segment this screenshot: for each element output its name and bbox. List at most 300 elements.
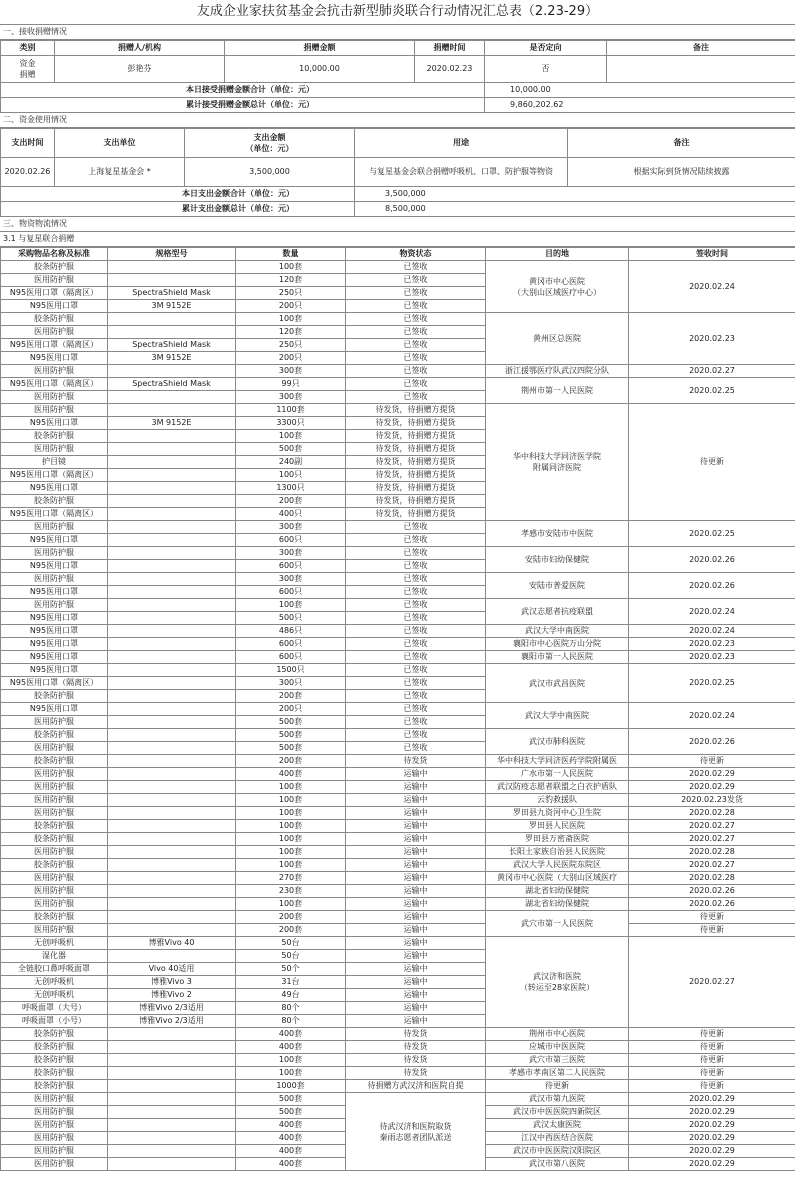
destination: 武汉大学中南医院 [486,625,629,638]
item-name: 胶条防护服 [1,859,108,872]
sign-time: 2020.02.29 [629,768,795,781]
item-name: 胶条防护服 [1,1028,108,1041]
item-quantity: 200套 [236,690,346,703]
item-spec [108,391,236,404]
item-quantity: 120套 [236,274,346,287]
spending-row [1,158,795,187]
destination: 黄州区总医院 [486,313,629,365]
sign-time: 2020.02.28 [629,846,795,859]
table-row [1,911,795,924]
destination: 武汉大学人民医院东院区 [486,859,629,872]
item-status: 运输中 [346,768,486,781]
item-quantity: 200套 [236,911,346,924]
table-row [1,404,795,417]
item-quantity: 200只 [236,352,346,365]
item-status: 运输中 [346,937,486,950]
table-row [1,365,795,378]
sign-time: 2020.02.26 [629,885,795,898]
table-row [1,313,795,326]
item-spec [108,599,236,612]
item-name: 医用防护服 [1,404,108,417]
item-name: 胶条防护服 [1,495,108,508]
item-quantity: 600只 [236,586,346,599]
item-quantity: 400套 [236,1145,346,1158]
item-spec [108,638,236,651]
item-name: 医用防护服 [1,365,108,378]
spending-today-row [1,187,795,202]
sign-time: 待更新 [629,1080,795,1093]
sign-time: 2020.02.29 [629,1158,795,1171]
item-quantity: 100套 [236,807,346,820]
item-spec: 博雅Vivo 3 [108,976,236,989]
table-row [1,833,795,846]
donation-today-row [1,83,795,98]
item-status: 已签收 [346,339,486,352]
sign-time: 待更新 [629,1041,795,1054]
donation-row [1,56,795,83]
item-quantity: 500套 [236,742,346,755]
destination: 襄阳市第一人民医院 [486,651,629,664]
item-quantity: 200只 [236,300,346,313]
item-spec [108,521,236,534]
item-name: N95医用口罩（隔离区） [1,508,108,521]
table-row [1,794,795,807]
item-name: 医用防护服 [1,573,108,586]
item-quantity: 120套 [236,326,346,339]
item-status: 运输中 [346,820,486,833]
item-name: 呼吸面罩（大号） [1,1002,108,1015]
item-status: 待发货，待捐赠方提货 [346,456,486,469]
table-row [1,1041,795,1054]
item-name: 医用防护服 [1,1158,108,1171]
item-name: 胶条防护服 [1,1067,108,1080]
table-row [1,599,795,612]
item-quantity: 100套 [236,261,346,274]
item-status: 待发货，待捐赠方提货 [346,469,486,482]
item-spec [108,820,236,833]
item-quantity: 200套 [236,924,346,937]
sign-time: 待更新 [629,1054,795,1067]
item-spec: 3M 9152E [108,417,236,430]
table-row [1,898,795,911]
sign-time: 2020.02.24 [629,599,795,625]
item-name: 医用防护服 [1,846,108,859]
item-quantity: 500套 [236,1106,346,1119]
table-row [1,820,795,833]
sign-time: 待更新 [629,755,795,768]
item-quantity: 100套 [236,846,346,859]
item-status: 待发货 [346,1028,486,1041]
table-row [1,625,795,638]
sign-time: 2020.02.25 [629,664,795,703]
spending-table [0,128,795,217]
item-spec [108,664,236,677]
sign-time: 待更新 [629,1028,795,1041]
item-quantity: 80个 [236,1002,346,1015]
item-spec [108,1093,236,1106]
item-status: 已签收 [346,651,486,664]
item-status: 已签收 [346,391,486,404]
col-header: 目的地 [486,248,629,261]
item-spec [108,651,236,664]
table-row [1,378,795,391]
donation-category: 资金 捐赠 [1,56,55,83]
item-quantity: 100套 [236,820,346,833]
item-status: 运输中 [346,924,486,937]
sign-time: 待更新 [629,924,795,937]
item-name: 医用防护服 [1,1106,108,1119]
item-status: 待发货，待捐赠方提货 [346,508,486,521]
item-quantity: 300套 [236,391,346,404]
item-status-merged: 待武汉济和医院取货 秦雨志愿者团队派送 [346,1093,486,1171]
item-spec [108,495,236,508]
item-quantity: 100套 [236,599,346,612]
item-spec [108,859,236,872]
sign-time: 2020.02.26 [629,729,795,755]
item-name: N95医用口罩（隔离区） [1,677,108,690]
item-quantity: 230套 [236,885,346,898]
item-quantity: 400套 [236,1132,346,1145]
item-name: 医用防护服 [1,547,108,560]
table-row [1,781,795,794]
item-spec [108,443,236,456]
item-spec: SpectraShield Mask [108,339,236,352]
item-spec [108,677,236,690]
destination: 武汉市第八医院 [486,1158,629,1171]
item-spec [108,911,236,924]
col-header: 备注 [607,41,795,56]
item-name: N95医用口罩 [1,703,108,716]
destination: 荆州市中心医院 [486,1028,629,1041]
item-quantity: 300套 [236,547,346,560]
item-name: 湿化器 [1,950,108,963]
donation-donor: 彭艳芬 [55,56,225,83]
destination: 罗田县九资河中心卫生院 [486,807,629,820]
item-spec [108,872,236,885]
item-spec: 3M 9152E [108,352,236,365]
table-row [1,547,795,560]
spending-total-value: 8,500,000 [355,202,795,217]
item-status: 运输中 [346,781,486,794]
item-status: 运输中 [346,989,486,1002]
item-name: 医用防护服 [1,742,108,755]
item-spec [108,1067,236,1080]
item-status: 待发货 [346,1067,486,1080]
destination: 应城市中医医院 [486,1041,629,1054]
item-status: 已签收 [346,313,486,326]
item-status: 运输中 [346,963,486,976]
donation-today-label: 本日接受捐赠金额合计（单位：元） [1,83,485,98]
item-quantity: 400套 [236,768,346,781]
item-quantity: 486只 [236,625,346,638]
item-status: 已签收 [346,573,486,586]
item-quantity: 240副 [236,456,346,469]
item-quantity: 500套 [236,716,346,729]
item-quantity: 300套 [236,365,346,378]
item-quantity: 1100套 [236,404,346,417]
sign-time: 2020.02.28 [629,807,795,820]
item-quantity: 400套 [236,1041,346,1054]
item-name: 无创呼吸机 [1,989,108,1002]
table-row [1,872,795,885]
table-row [1,859,795,872]
item-status: 待发货，待捐赠方提货 [346,443,486,456]
item-status: 已签收 [346,261,486,274]
item-name: N95医用口罩（隔离区） [1,339,108,352]
item-status: 已签收 [346,677,486,690]
destination: 武汉防疫志愿者联盟之白衣护盾队 [486,781,629,794]
item-spec: 博雅Vivo 40 [108,937,236,950]
logistics-header-row [1,248,795,261]
item-quantity: 100套 [236,1054,346,1067]
item-status: 已签收 [346,326,486,339]
sign-time: 2020.02.26 [629,547,795,573]
item-status: 待发货，待捐赠方提货 [346,404,486,417]
table-row [1,1028,795,1041]
item-name: 胶条防护服 [1,833,108,846]
item-name: 医用防护服 [1,599,108,612]
destination: 罗田县人民医院 [486,820,629,833]
item-quantity: 50个 [236,963,346,976]
item-status: 已签收 [346,638,486,651]
table-row [1,651,795,664]
item-spec [108,625,236,638]
item-status: 已签收 [346,586,486,599]
table-row [1,924,795,937]
item-spec [108,898,236,911]
item-status: 已签收 [346,690,486,703]
item-name: 医用防护服 [1,1119,108,1132]
destination: 待更新 [486,1080,629,1093]
destination: 黄冈市中心医院 （大别山区域医疗中心） [486,261,629,313]
item-spec [108,586,236,599]
sign-time: 2020.02.23 [629,313,795,365]
item-spec [108,924,236,937]
item-spec [108,612,236,625]
item-quantity: 600只 [236,534,346,547]
col-header: 规格型号 [108,248,236,261]
item-quantity: 200只 [236,703,346,716]
item-spec: 博雅Vivo 2/3适用 [108,1002,236,1015]
item-name: N95医用口罩 [1,586,108,599]
table-row [1,729,795,742]
item-quantity: 600只 [236,651,346,664]
table-row [1,1067,795,1080]
item-status: 已签收 [346,378,486,391]
item-quantity: 100套 [236,1067,346,1080]
item-quantity: 400套 [236,1028,346,1041]
item-name: N95医用口罩 [1,664,108,677]
item-name: 胶条防护服 [1,690,108,703]
destination: 湖北省妇幼保健院 [486,885,629,898]
item-name: N95医用口罩 [1,482,108,495]
destination: 江汉中西医结合医院 [486,1132,629,1145]
donation-date: 2020.02.23 [415,56,485,83]
item-status: 运输中 [346,833,486,846]
col-header: 数量 [236,248,346,261]
destination: 武穴市第三医院 [486,1054,629,1067]
item-spec [108,1080,236,1093]
item-name: 全链胶口鼻呼吸面罩 [1,963,108,976]
item-quantity: 100套 [236,794,346,807]
donation-amount: 10,000.00 [225,56,415,83]
item-name: 胶条防护服 [1,820,108,833]
item-name: 医用防护服 [1,326,108,339]
table-row [1,807,795,820]
item-status: 运输中 [346,885,486,898]
destination: 荆州市第一人民医院 [486,378,629,404]
item-status: 已签收 [346,625,486,638]
sign-time: 2020.02.26 [629,898,795,911]
item-quantity: 400套 [236,1119,346,1132]
item-spec [108,1028,236,1041]
item-status: 已签收 [346,612,486,625]
item-name: N95医用口罩 [1,625,108,638]
destination: 武汉志愿者抗疫联盟 [486,599,629,625]
item-name: 医用防护服 [1,1093,108,1106]
item-name: 胶条防护服 [1,430,108,443]
item-spec [108,1158,236,1171]
destination: 浙江援鄂医疗队武汉四院分队 [486,365,629,378]
item-spec [108,1106,236,1119]
item-spec: 3M 9152E [108,300,236,313]
item-name: N95医用口罩 [1,638,108,651]
item-name: N95医用口罩 [1,560,108,573]
item-spec [108,508,236,521]
item-name: 呼吸面罩（小号） [1,1015,108,1028]
item-name: 医用防护服 [1,794,108,807]
table-row [1,1054,795,1067]
sign-time: 待更新 [629,1067,795,1080]
item-status: 运输中 [346,950,486,963]
item-name: 医用防护服 [1,1132,108,1145]
destination: 襄阳市中心医院万山分院 [486,638,629,651]
item-status: 已签收 [346,729,486,742]
destination: 黄冈市中心医院（大别山区域医疗 [486,872,629,885]
item-status: 运输中 [346,859,486,872]
item-quantity: 250只 [236,339,346,352]
item-quantity: 50台 [236,950,346,963]
item-name: 医用防护服 [1,807,108,820]
item-status: 运输中 [346,911,486,924]
destination: 罗田县万密斋医院 [486,833,629,846]
section-logistics-heading: 三、物资物流情况 [0,217,795,232]
item-status: 已签收 [346,287,486,300]
item-name: N95医用口罩 [1,534,108,547]
item-quantity: 600只 [236,560,346,573]
sign-time: 待更新 [629,404,795,521]
item-name: 医用防护服 [1,924,108,937]
destination: 武汉济和医院 （转运至28家医院） [486,937,629,1028]
item-name: N95医用口罩（隔离区） [1,287,108,300]
item-status: 已签收 [346,716,486,729]
item-status: 已签收 [346,352,486,365]
item-status: 已签收 [346,742,486,755]
item-spec [108,950,236,963]
item-name: 医用防护服 [1,443,108,456]
item-quantity: 1300只 [236,482,346,495]
table-row [1,1080,795,1093]
item-name: 胶条防护服 [1,755,108,768]
col-header: 支出金额 （单位：元） [185,129,355,158]
item-spec: 博雅Vivo 2 [108,989,236,1002]
item-quantity: 100套 [236,430,346,443]
destination: 华中科技大学同济医学院 附属同济医院 [486,404,629,521]
item-quantity: 49台 [236,989,346,1002]
spending-today-value: 3,500,000 [355,187,795,202]
table-row [1,1093,795,1106]
item-name: N95医用口罩 [1,612,108,625]
item-quantity: 300套 [236,573,346,586]
item-name: 医用防护服 [1,391,108,404]
item-status: 运输中 [346,807,486,820]
section-donations-heading: 一、接收捐赠情况 [0,25,795,40]
item-status: 运输中 [346,846,486,859]
col-header: 支出时间 [1,129,55,158]
item-name: 无创呼吸机 [1,976,108,989]
destination: 长阳土家族自治县人民医院 [486,846,629,859]
destination: 孝感市孝南区第二人民医院 [486,1067,629,1080]
item-quantity: 50台 [236,937,346,950]
spending-today-label: 本日支出金额合计（单位：元） [1,187,355,202]
table-row [1,521,795,534]
col-header: 类别 [1,41,55,56]
item-quantity: 500套 [236,443,346,456]
table-row [1,664,795,677]
destination: 孝感市安陆市中医院 [486,521,629,547]
item-name: 医用防护服 [1,716,108,729]
sign-time: 2020.02.28 [629,872,795,885]
item-spec [108,365,236,378]
sign-time: 2020.02.29 [629,1132,795,1145]
item-spec [108,794,236,807]
item-spec [108,560,236,573]
sign-time: 2020.02.29 [629,1106,795,1119]
item-spec [108,261,236,274]
item-spec [108,1041,236,1054]
item-spec [108,690,236,703]
item-spec [108,768,236,781]
item-status: 待发货，待捐赠方提货 [346,495,486,508]
spending-total-row [1,202,795,217]
sign-time: 2020.02.27 [629,365,795,378]
col-header: 支出单位 [55,129,185,158]
item-status: 待发货，待捐赠方提货 [346,482,486,495]
destination: 华中科技大学同济医药学院附属医 [486,755,629,768]
donation-table [0,40,795,113]
table-row [1,573,795,586]
item-spec [108,313,236,326]
sign-time: 2020.02.23发货 [629,794,795,807]
item-spec [108,326,236,339]
spending-note: 根据实际到货情况陆续披露 [568,158,795,187]
destination: 广水市第一人民医院 [486,768,629,781]
table-row [1,703,795,716]
item-spec [108,729,236,742]
destination: 武汉市武昌医院 [486,664,629,703]
item-name: 胶条防护服 [1,313,108,326]
table-row [1,638,795,651]
item-spec [108,1132,236,1145]
col-header: 签收时间 [629,248,795,261]
spending-amount: 3,500,000 [185,158,355,187]
sign-time: 2020.02.27 [629,859,795,872]
item-spec [108,430,236,443]
destination: 安陆市妇幼保健院 [486,547,629,573]
item-name: 医用防护服 [1,274,108,287]
item-spec [108,274,236,287]
item-spec [108,573,236,586]
